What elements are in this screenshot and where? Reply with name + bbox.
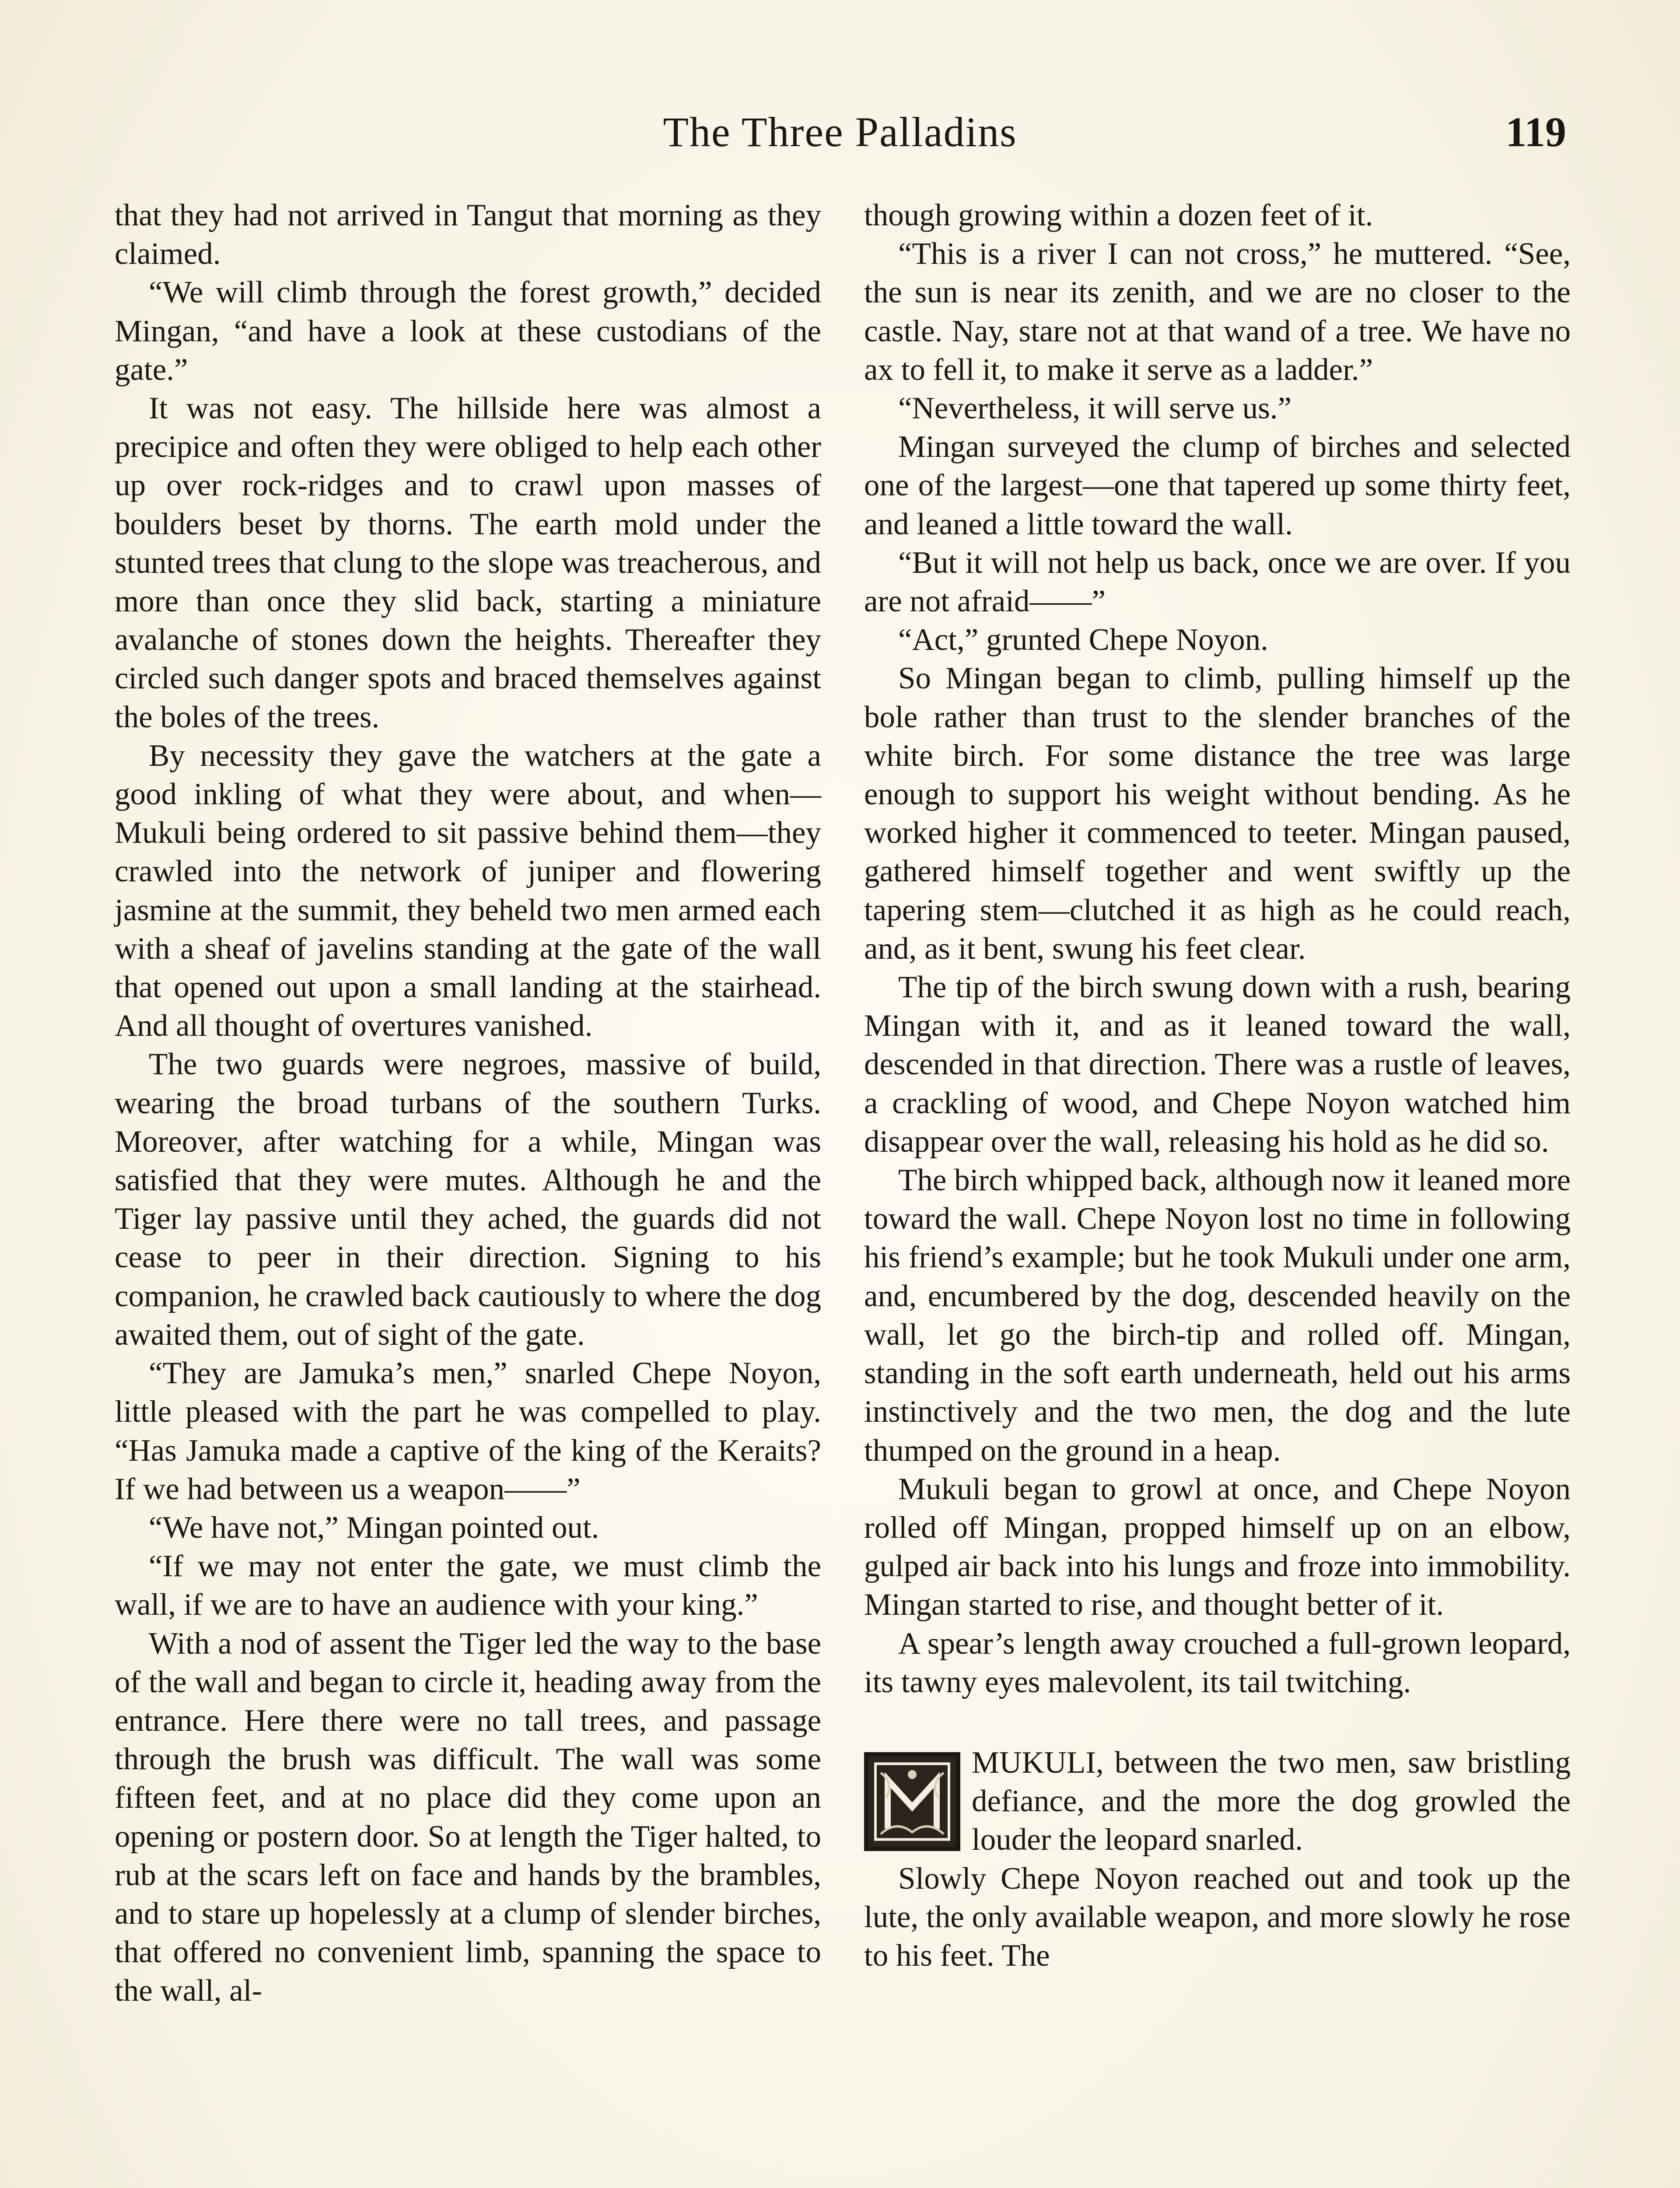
dropcap-paragraph — [864, 1743, 1571, 1859]
dropcap-paragraph-text: MUKULI, between the two men, saw bristling defiance, and the more the dog growled the louder the leopard snarled. — [972, 1745, 1571, 1857]
paragraph: that they had not arrived in Tangut that morning as they claimed. — [115, 198, 821, 271]
paragraph: The two guards were negroes, massive of build, wearing the broad turbans of the southern Turks. Moreover, after watching for a while, Mingan was satisfied that they were mutes. Although he and the Tiger lay passive until they ached, the guards did not cease to peer in their direction. Signing to his companion, he crawled back cautiously to where the dog awaited them, out of sight of the gate. — [115, 1047, 821, 1352]
paragraph: The tip of the birch swung down with a rush, bearing Mingan with it, and as it leaned toward the wall, descended in that direction. There was a rustle of leaves, a crackling of wood, and Chepe Noyon watched him disappear over the wall, releasing his hold as he did so. — [864, 970, 1571, 1159]
paragraph: “Nevertheless, it will serve us.” — [898, 391, 1292, 426]
section-break — [864, 1701, 1571, 1743]
paragraph: Mingan surveyed the clump of birches and selected one of the largest—one that tapered up some thirty feet, and leaned a little toward the wall. — [864, 430, 1571, 541]
paragraph: The birch whipped back, although now it leaned more toward the wall. Chepe Noyon lost no time in following his friend’s example; but he took Mukuli under one arm, and, encumbered by the dog, descended heavily on the wall, let go the birch-tip and rolled off. Mingan, standing in the soft earth underneath, held out his arms instinctively and the two men, the dog and the lute thumped on the ground in a heap. — [864, 1163, 1571, 1468]
ornamental-dropcap-icon — [864, 1752, 960, 1851]
right-column — [864, 196, 1571, 1975]
paragraph: It was not easy. The hillside here was almost a precipice and often they were obliged to help each other up over rock-ridges and to crawl upon masses of boulders beset by thorns. The earth mold under the stunted trees that clung to the slope was treacherous, and more than once they slid back, starting a miniature avalanche of stones down the heights. Thereafter they circled such danger spots and braced themselves against the boles of the trees. — [115, 391, 821, 734]
paragraph: “But it will not help us back, once we are over. If you are not afraid——” — [864, 545, 1571, 619]
paragraph: A spear’s length away crouched a full-grown leopard, its tawny eyes malevolent, its tail twitching. — [864, 1626, 1571, 1699]
paragraph: “They are Jamuka’s men,” snarled Chepe Noyon, little pleased with the part he was compelled to play. “Has Jamuka made a captive of the king of the Keraits? If we had between us a weapon——” — [115, 1356, 821, 1506]
page-number: 119 — [1505, 109, 1566, 155]
paragraph: By necessity they gave the watchers at the gate a good inkling of what they were about, and when—Mukuli being ordered to sit passive behind them—they crawled into the network of juniper and flowering jasmine at the summit, they beheld two men armed each with a sheaf of javelins standing at the gate of the wall that opened out upon a small landing at the stairhead. And all thought of overtures vanished. — [115, 738, 821, 1043]
paragraph: Slowly Chepe Noyon reached out and took up the lute, the only available weapon, and more slowly he rose to his feet. The — [864, 1861, 1571, 1973]
paragraph: “This is a river I can not cross,” he muttered. “See, the sun is near its zenith, and we are no closer to the castle. Nay, stare not at that wand of a tree. We have no ax to fell it, to make it serve as a ladder.” — [864, 237, 1571, 387]
page-header — [114, 102, 1566, 163]
left-column — [115, 196, 821, 2010]
paragraph: “Act,” grunted Chepe Noyon. — [898, 623, 1268, 657]
paragraph: Mukuli began to growl at once, and Chepe Noyon rolled off Mingan, propped himself up on an elbow, gulped air back into his lungs and froze into immobility. Mingan started to rise, and thought better of it. — [864, 1472, 1571, 1622]
running-title: The Three Palladins — [663, 109, 1017, 155]
paragraph: “We have not,” Mingan pointed out. — [149, 1510, 599, 1545]
paragraph: though growing within a dozen feet of it. — [864, 198, 1373, 232]
paragraph: With a nod of assent the Tiger led the way to the base of the wall and began to circle it, heading away from the entrance. Here there were no tall trees, and passage through the brush was difficult. The wall was some fifteen feet, and at no place did they come upon an opening or postern door. So at length the Tiger halted, to rub at the scars left on face and hands by the brambles, and to stare up hopelessly at a clump of slender birches, that offered no convenient limb, spanning the space to the wall, al- — [115, 1626, 821, 2008]
paragraph: So Mingan began to climb, pulling himself up the bole rather than trust to the slender branches of the white birch. For some distance the tree was large enough to support his weight without bending. As he worked higher it commenced to teeter. Mingan paused, gathered himself together and went swiftly up the tapering stem—clutched it as high as he could reach, and, as it bent, swung his feet clear. — [864, 661, 1571, 966]
paragraph: “We will climb through the forest growth,” decided Mingan, “and have a look at these custodians of the gate.” — [115, 275, 821, 387]
paragraph: “If we may not enter the gate, we must climb the wall, if we are to have an audience with your king.” — [115, 1549, 821, 1622]
